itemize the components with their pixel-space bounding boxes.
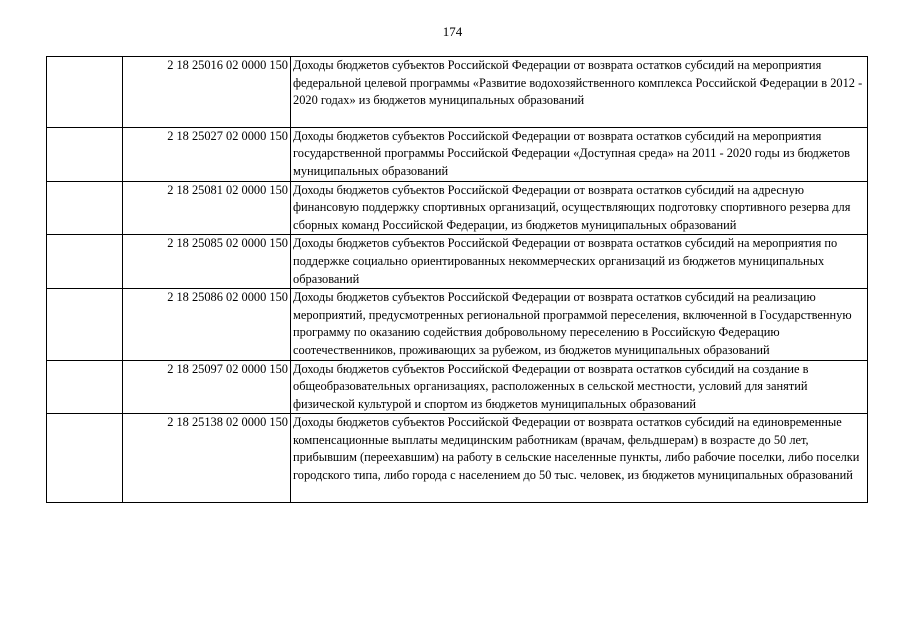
admin-code-cell: [47, 127, 123, 181]
description-cell: Доходы бюджетов субъектов Российской Федерации от возврата остатков субсидий на адресную финансовую поддержку спортивных организаций, осуществляющих подготовку спортивного резерва для сборных команд Российской Федерации, из бюджетов муниципальных образований: [291, 181, 868, 235]
table-row: [47, 181, 868, 235]
admin-code-cell: [47, 235, 123, 289]
admin-code-cell: [47, 289, 123, 360]
description-cell: Доходы бюджетов субъектов Российской Федерации от возврата остатков субсидий на мероприятия государственной программы Российской Федерации «Доступная среда» на 2011 - 2020 годы из бюджетов муниципальных образований: [291, 127, 868, 181]
budget-code-cell: 2 18 25097 02 0000 150: [123, 360, 291, 414]
table-row: [47, 235, 868, 289]
description-cell: Доходы бюджетов субъектов Российской Федерации от возврата остатков субсидий на реализацию мероприятий, предусмотренных региональной программой переселения, включенной в Государственную программу по оказанию содействия добровольному переселению в Российскую Федерацию соотечественников, проживающих за рубежом, из бюджетов муниципальных образований: [291, 289, 868, 360]
table-row: [47, 57, 868, 128]
table-row: [47, 414, 868, 502]
table-row: [47, 360, 868, 414]
admin-code-cell: [47, 414, 123, 502]
budget-revenue-table: [46, 56, 868, 503]
description-cell: [291, 57, 868, 128]
description-cell: [291, 414, 868, 502]
budget-code-cell: 2 18 25016 02 0000 150: [123, 57, 291, 128]
description-cell: Доходы бюджетов субъектов Российской Федерации от возврата остатков субсидий на создание в общеобразовательных организациях, расположенных в сельской местности, условий для занятий физической культурой и спортом из бюджетов муниципальных образований: [291, 360, 868, 414]
description-text: Доходы бюджетов субъектов Российской Федерации от возврата остатков субсидий на мероприятия федеральной целевой программы «Развитие водохозяйственного комплекса Российской Федерации в 2012 - 2020 годах» из бюджетов муниципальных образований: [293, 58, 863, 108]
table-row: [47, 289, 868, 360]
budget-code-cell: 2 18 25085 02 0000 150: [123, 235, 291, 289]
row-spacer: [293, 110, 865, 127]
admin-code-cell: [47, 57, 123, 128]
description-cell: Доходы бюджетов субъектов Российской Федерации от возврата остатков субсидий на мероприятия по поддержке социально ориентированных некоммерческих организаций из бюджетов муниципальных образований: [291, 235, 868, 289]
description-text: Доходы бюджетов субъектов Российской Федерации от возврата остатков субсидий на единовременные компенсационные выплаты медицинским работникам (врачам, фельдшерам) в возрасте до 50 лет, прибывшим (переехавшим) на работу в сельские населенные пункты, либо рабочие поселки, либо поселки городского типа, либо города с населением до 50 тыс. человек, из бюджетов муниципальных образований: [293, 415, 860, 483]
budget-code-cell: 2 18 25086 02 0000 150: [123, 289, 291, 360]
budget-code-cell: 2 18 25138 02 0000 150: [123, 414, 291, 502]
page-number: 174: [442, 24, 463, 39]
admin-code-cell: [47, 360, 123, 414]
budget-code-cell: 2 18 25027 02 0000 150: [123, 127, 291, 181]
row-spacer: [293, 485, 865, 502]
table-row: [47, 127, 868, 181]
budget-code-cell: 2 18 25081 02 0000 150: [123, 181, 291, 235]
admin-code-cell: [47, 181, 123, 235]
